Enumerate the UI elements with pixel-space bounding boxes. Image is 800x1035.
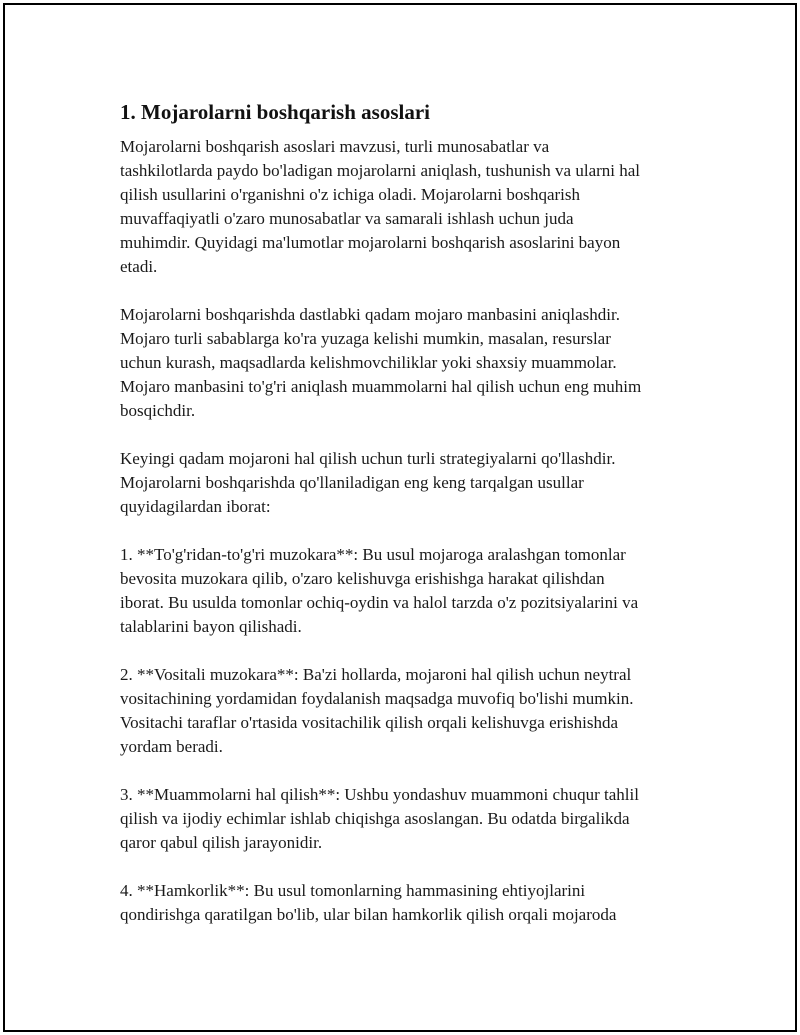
text-line: bosqichdir.: [120, 401, 196, 420]
text-line: 4. **Hamkorlik**: Bu usul tomonlarning hammasining ehtiyojlarini: [120, 881, 586, 900]
list-item-problem-solving: [120, 783, 695, 855]
text-line: muhimdir. Quyidagi ma'lumotlar mojarolarni boshqarish asoslarini bayon: [120, 233, 621, 252]
text-line: Vositachi taraflar o'rtasida vositachilik qilish orqali kelishuvga erishishda: [120, 713, 618, 732]
paragraph-source: [120, 303, 695, 423]
text-line: Keyingi qadam mojaroni hal qilish uchun turli strategiyalarni qo'llashdir.: [120, 449, 616, 468]
text-line: Mojarolarni boshqarishda qo'llaniladigan eng keng tarqalgan usullar: [120, 473, 584, 492]
text-line: 2. **Vositali muzokara**: Ba'zi hollarda, mojaroni hal qilish uchun neytral: [120, 665, 632, 684]
text-line: bevosita muzokara qilib, o'zaro kelishuvga erishishga harakat qilishdan: [120, 569, 605, 588]
text-line: Mojarolarni boshqarishda dastlabki qadam mojaro manbasini aniqlashdir.: [120, 305, 620, 324]
text-line: 3. **Muammolarni hal qilish**: Ushbu yondashuv muammoni chuqur tahlil: [120, 785, 639, 804]
text-line: muvaffaqiyatli o'zaro munosabatlar va samarali ishlash uchun juda: [120, 209, 574, 228]
section-heading: 1. Mojarolarni boshqarish asoslari: [120, 100, 430, 124]
text-line: 1. **To'g'ridan-to'g'ri muzokara**: Bu usul mojaroga aralashgan tomonlar: [120, 545, 626, 564]
paragraph-intro: [120, 135, 695, 279]
paragraph-strategies: [120, 447, 695, 519]
text-line: Mojaro turli sabablarga ko'ra yuzaga kelishi mumkin, masalan, resurslar: [120, 329, 611, 348]
text-line: etadi.: [120, 257, 158, 276]
text-line: Mojarolarni boshqarish asoslari mavzusi, turli munosabatlar va: [120, 137, 550, 156]
text-line: qondirishga qaratilgan bo'lib, ular bilan hamkorlik qilish orqali mojaroda: [120, 905, 617, 924]
text-line: qaror qabul qilish jarayonidir.: [120, 833, 323, 852]
list-item-direct-negotiation: [120, 543, 695, 639]
list-item-collaboration: [120, 879, 695, 927]
text-line: iborat. Bu usulda tomonlar ochiq-oydin va halol tarzda o'z pozitsiyalarini va: [120, 593, 639, 612]
text-line: qilish usullarini o'rganishni o'z ichiga oladi. Mojarolarni boshqarish: [120, 185, 581, 204]
text-line: Mojaro manbasini to'g'ri aniqlash muammolarni hal qilish uchun eng muhim: [120, 377, 642, 396]
page-frame: [3, 3, 797, 1032]
text-line: quyidagilardan iborat:: [120, 497, 271, 516]
text-line: vositachining yordamidan foydalanish maqsadga muvofiq bo'lishi mumkin.: [120, 689, 634, 708]
document-body: [120, 99, 695, 951]
text-line: tashkilotlarda paydo bo'ladigan mojarolarni aniqlash, tushunish va ularni hal: [120, 161, 641, 180]
text-line: qilish va ijodiy echimlar ishlab chiqishga asoslangan. Bu odatda birgalikda: [120, 809, 630, 828]
text-line: uchun kurash, maqsadlarda kelishmovchiliklar yoki shaxsiy muammolar.: [120, 353, 617, 372]
text-line: yordam beradi.: [120, 737, 223, 756]
text-line: talablarini bayon qilishadi.: [120, 617, 302, 636]
list-item-mediated-negotiation: [120, 663, 695, 759]
